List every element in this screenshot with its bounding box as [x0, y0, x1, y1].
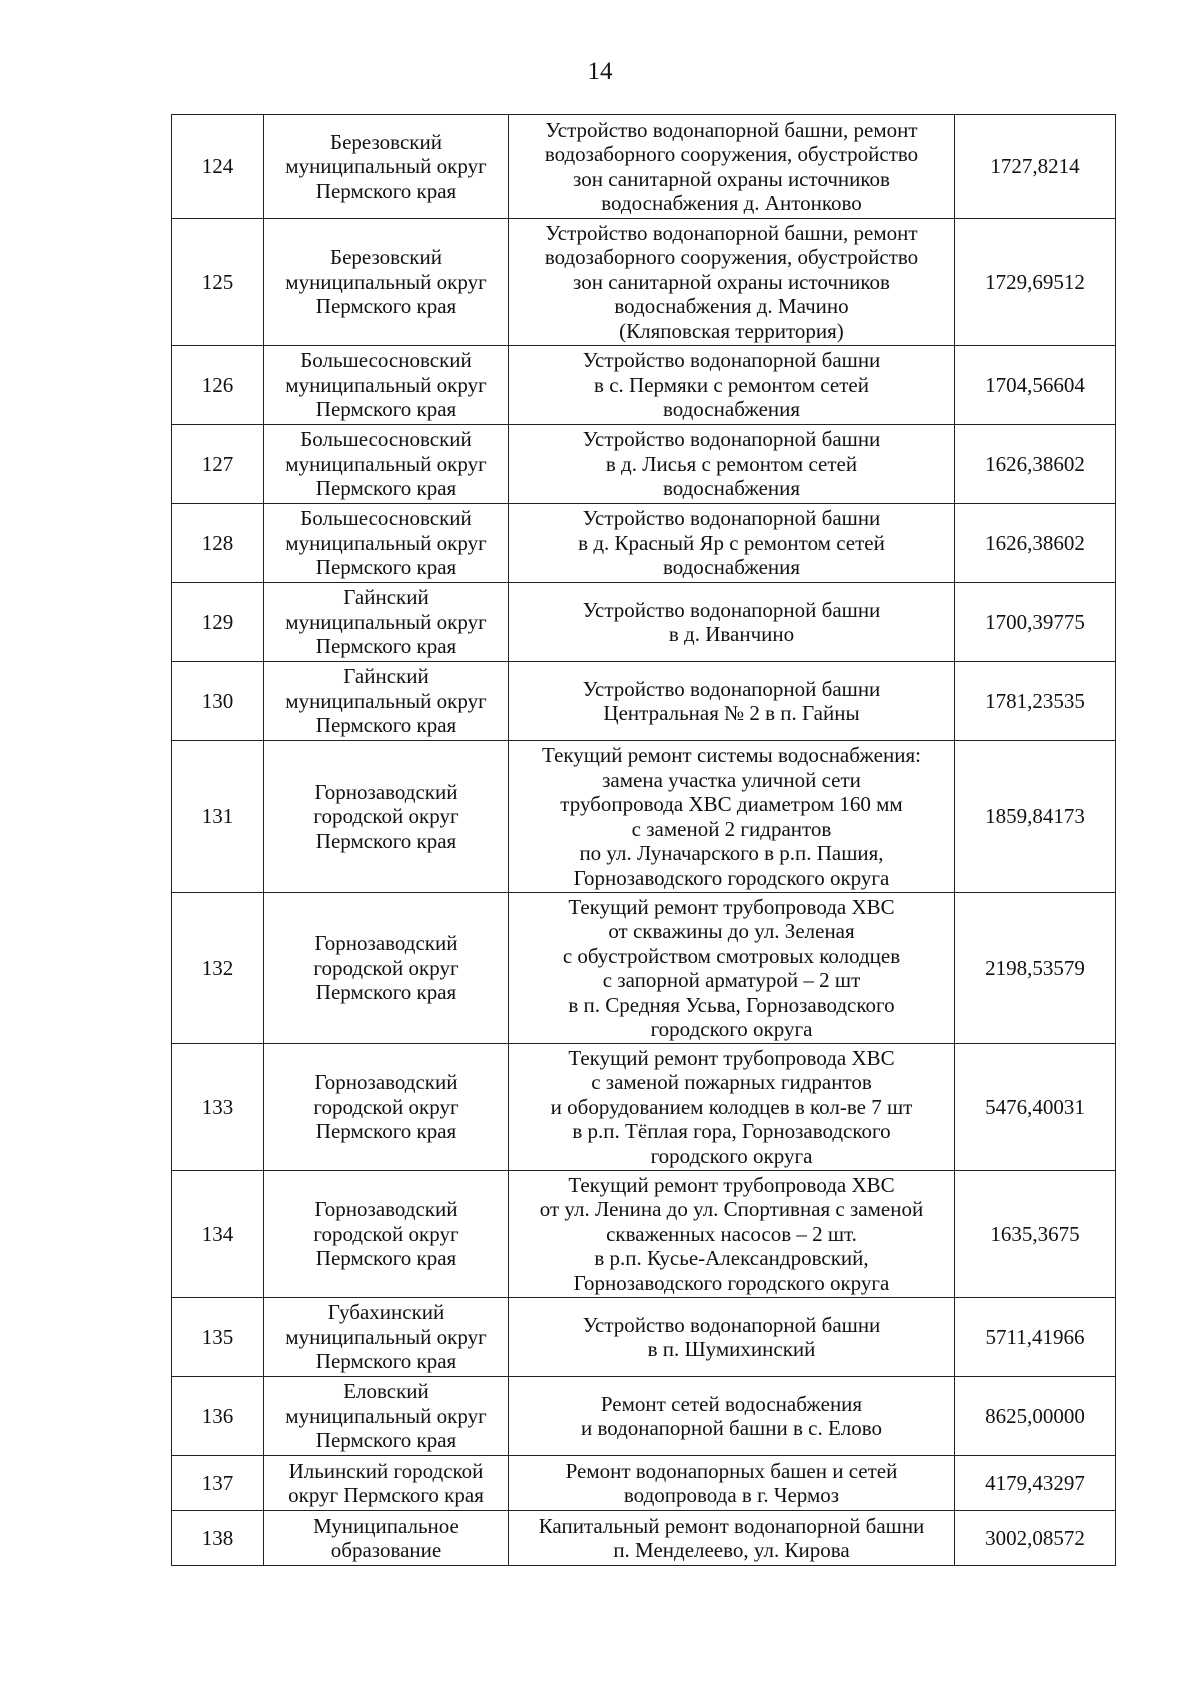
table-row [172, 1456, 1116, 1511]
municipality-cell: Березовский муниципальный округ Пермского края [264, 219, 509, 346]
table-row [172, 1171, 1116, 1298]
work-description-cell: Устройство водонапорной башни в д. Лисья с ремонтом сетей водоснабжения [509, 425, 955, 504]
municipality-cell: Ильинский городской округ Пермского края [264, 1456, 509, 1511]
amount-cell: 3002,08572 [955, 1511, 1116, 1566]
row-number-cell: 138 [172, 1511, 264, 1566]
row-number-cell: 125 [172, 219, 264, 346]
row-number-cell: 127 [172, 425, 264, 504]
amount-cell: 8625,00000 [955, 1377, 1116, 1456]
municipality-cell: Горнозаводский городской округ Пермского края [264, 1171, 509, 1298]
municipality-cell: Гайнский муниципальный округ Пермского края [264, 583, 509, 662]
amount-cell: 2198,53579 [955, 893, 1116, 1044]
municipality-cell: Большесосновский муниципальный округ Пермского края [264, 504, 509, 583]
municipality-cell: Горнозаводский городской округ Пермского края [264, 741, 509, 893]
amount-cell: 1704,56604 [955, 346, 1116, 425]
row-number-cell: 126 [172, 346, 264, 425]
work-description-cell: Устройство водонапорной башни в п. Шумихинский [509, 1298, 955, 1377]
table-row [172, 662, 1116, 741]
table-row [172, 1044, 1116, 1171]
work-description-cell: Текущий ремонт системы водоснабжения: замена участка уличной сети трубопровода ХВС диаметром 160 мм с заменой 2 гидрантов по ул. Луначарского в р.п. Пашия, Горнозаводского городского округа [509, 741, 955, 893]
amount-cell: 1635,3675 [955, 1171, 1116, 1298]
amount-cell: 1729,69512 [955, 219, 1116, 346]
work-description-cell: Устройство водонапорной башни в с. Пермяки с ремонтом сетей водоснабжения [509, 346, 955, 425]
amount-cell: 5476,40031 [955, 1044, 1116, 1171]
municipality-cell: Горнозаводский городской округ Пермского края [264, 893, 509, 1044]
row-number-cell: 124 [172, 115, 264, 219]
work-description-cell: Устройство водонапорной башни в д. Иванчино [509, 583, 955, 662]
work-description-cell: Устройство водонапорной башни, ремонт водозаборного сооружения, обустройство зон санитарной охраны источников водоснабжения д. Мачино (Кляповская территория) [509, 219, 955, 346]
row-number-cell: 135 [172, 1298, 264, 1377]
work-description-cell: Текущий ремонт трубопровода ХВС от ул. Ленина до ул. Спортивная с заменой скваженных насосов – 2 шт. в р.п. Кусье-Александровский, Горнозаводского городского округа [509, 1171, 955, 1298]
work-description-cell: Устройство водонапорной башни Центральная № 2 в п. Гайны [509, 662, 955, 741]
funding-table [171, 114, 1116, 1566]
page-number: 14 [587, 58, 613, 85]
row-number-cell: 132 [172, 893, 264, 1044]
table-row [172, 504, 1116, 583]
municipality-cell: Гайнский муниципальный округ Пермского края [264, 662, 509, 741]
amount-cell: 1700,39775 [955, 583, 1116, 662]
row-number-cell: 137 [172, 1456, 264, 1511]
table-row [172, 115, 1116, 219]
work-description-cell: Текущий ремонт трубопровода ХВС с заменой пожарных гидрантов и оборудованием колодцев в кол-ве 7 шт в р.п. Тёплая гора, Горнозаводского городского округа [509, 1044, 955, 1171]
work-description-cell: Ремонт сетей водоснабжения и водонапорной башни в с. Елово [509, 1377, 955, 1456]
work-description-cell: Устройство водонапорной башни в д. Красный Яр с ремонтом сетей водоснабжения [509, 504, 955, 583]
municipality-cell: Большесосновский муниципальный округ Пермского края [264, 425, 509, 504]
table-row [172, 346, 1116, 425]
table-row [172, 1511, 1116, 1566]
municipality-cell: Березовский муниципальный округ Пермского края [264, 115, 509, 219]
amount-cell: 1626,38602 [955, 425, 1116, 504]
amount-cell: 1727,8214 [955, 115, 1116, 219]
work-description-cell: Устройство водонапорной башни, ремонт водозаборного сооружения, обустройство зон санитарной охраны источников водоснабжения д. Антонково [509, 115, 955, 219]
municipality-cell: Горнозаводский городской округ Пермского края [264, 1044, 509, 1171]
table-row [172, 1377, 1116, 1456]
amount-cell: 5711,41966 [955, 1298, 1116, 1377]
amount-cell: 4179,43297 [955, 1456, 1116, 1511]
table-row [172, 741, 1116, 893]
municipality-cell: Муниципальное образование [264, 1511, 509, 1566]
table-row [172, 219, 1116, 346]
table-row [172, 425, 1116, 504]
row-number-cell: 134 [172, 1171, 264, 1298]
row-number-cell: 133 [172, 1044, 264, 1171]
table-row [172, 893, 1116, 1044]
amount-cell: 1859,84173 [955, 741, 1116, 893]
work-description-cell: Капитальный ремонт водонапорной башни п. Менделеево, ул. Кирова [509, 1511, 955, 1566]
row-number-cell: 128 [172, 504, 264, 583]
amount-cell: 1781,23535 [955, 662, 1116, 741]
municipality-cell: Большесосновский муниципальный округ Пермского края [264, 346, 509, 425]
amount-cell: 1626,38602 [955, 504, 1116, 583]
work-description-cell: Ремонт водонапорных башен и сетей водопровода в г. Чермоз [509, 1456, 955, 1511]
municipality-cell: Еловский муниципальный округ Пермского края [264, 1377, 509, 1456]
municipality-cell: Губахинский муниципальный округ Пермского края [264, 1298, 509, 1377]
table-row [172, 583, 1116, 662]
table-row [172, 1298, 1116, 1377]
work-description-cell: Текущий ремонт трубопровода ХВС от скважины до ул. Зеленая с обустройством смотровых колодцев с запорной арматурой – 2 шт в п. Средняя Усьва, Горнозаводского городского округа [509, 893, 955, 1044]
row-number-cell: 131 [172, 741, 264, 893]
row-number-cell: 130 [172, 662, 264, 741]
row-number-cell: 129 [172, 583, 264, 662]
row-number-cell: 136 [172, 1377, 264, 1456]
